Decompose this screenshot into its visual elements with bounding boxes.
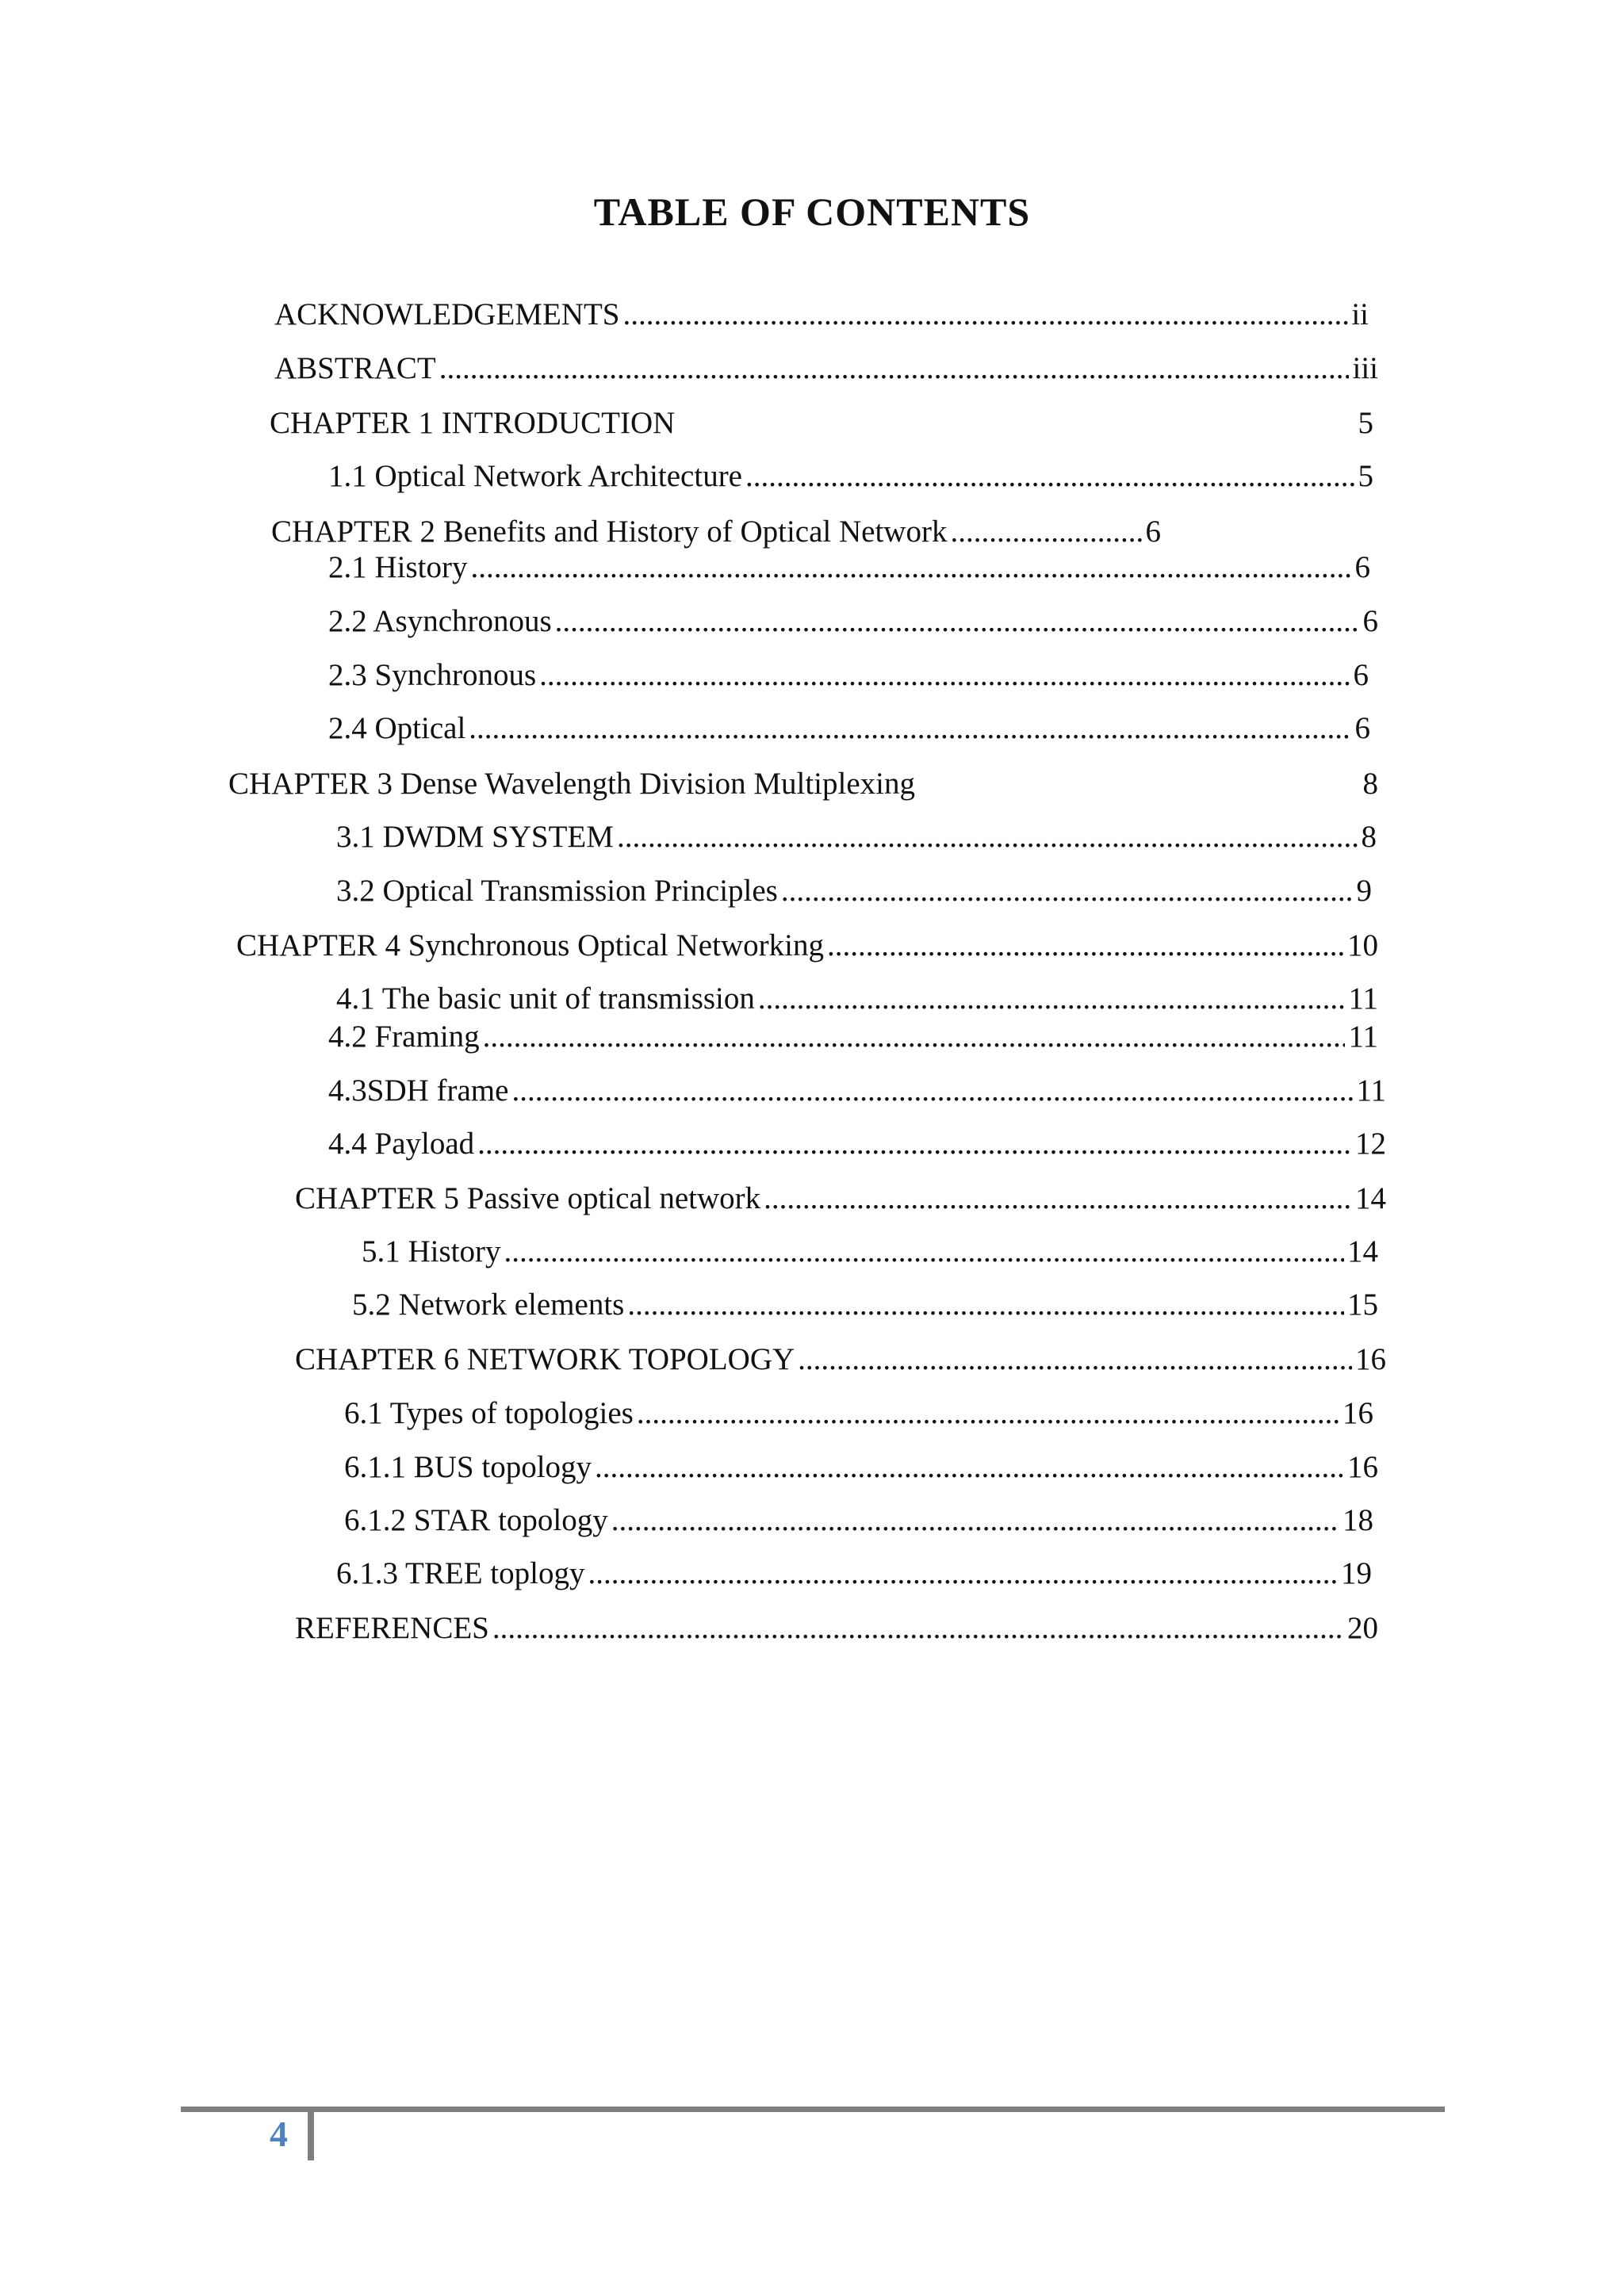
toc-entry — [328, 1125, 1386, 1163]
toc-entry-page: 6 — [1354, 711, 1370, 745]
toc-entry-label: 4.4 Payload — [328, 1127, 475, 1161]
toc-entry-page: 5 — [1358, 459, 1373, 493]
dot-leader — [950, 513, 1142, 551]
toc-entry — [274, 350, 1378, 388]
dot-leader — [471, 549, 1352, 587]
toc-entry-label: CHAPTER 1 INTRODUCTION — [270, 406, 676, 440]
toc-entry — [274, 296, 1369, 334]
dot-leader — [622, 296, 1348, 334]
toc-entry-page: 6 — [1145, 515, 1161, 549]
toc-entry-label: ACKNOWLEDGEMENTS — [274, 297, 620, 331]
toc-entry-page: 14 — [1347, 1234, 1378, 1269]
dot-leader — [798, 1341, 1352, 1379]
footer-rule-tick — [308, 2107, 314, 2160]
toc-entry-page: 12 — [1355, 1127, 1386, 1161]
toc-entry-page: 11 — [1348, 1020, 1378, 1054]
toc-entry-page: 16 — [1342, 1396, 1373, 1430]
toc-entry — [295, 1609, 1378, 1647]
toc-entry-page: 16 — [1347, 1450, 1378, 1484]
toc-entry-label: REFERENCES — [295, 1611, 489, 1645]
toc-entry-page: 8 — [1362, 767, 1378, 801]
dot-leader — [595, 1448, 1344, 1487]
toc-entry — [336, 872, 1372, 910]
toc-entry — [228, 765, 1378, 803]
toc-entry-label: 4.1 The basic unit of transmission — [336, 982, 755, 1016]
toc-entry-label: 2.4 Optical — [328, 711, 466, 745]
dot-leader — [627, 1286, 1344, 1324]
toc-entry-label: 5.2 Network elements — [352, 1288, 625, 1322]
toc-entry — [344, 1395, 1373, 1433]
toc-entry — [336, 980, 1378, 1018]
toc-entry-label: 6.1.1 BUS topology — [344, 1450, 592, 1484]
toc-entry-label: 6.1.2 STAR topology — [344, 1503, 608, 1537]
dot-leader — [745, 457, 1355, 496]
toc-entry-page: 11 — [1348, 982, 1378, 1016]
dot-leader — [764, 1180, 1352, 1218]
dot-leader — [477, 1125, 1352, 1163]
toc-entry-page: ii — [1351, 297, 1369, 331]
page-number: 4 — [270, 2114, 288, 2154]
toc-entry — [336, 818, 1377, 856]
toc-entry-label: 2.3 Synchronous — [328, 658, 537, 692]
toc-entry-label: 6.1.3 TREE toplogy — [336, 1556, 585, 1590]
toc-entry — [328, 710, 1370, 748]
toc-entry — [295, 1180, 1386, 1218]
toc-entry-page: 6 — [1353, 658, 1369, 692]
toc-entry — [295, 1341, 1386, 1379]
page-title: TABLE OF CONTENTS — [593, 189, 1031, 234]
footer-rule — [181, 2107, 1445, 2112]
toc-entry-label: CHAPTER 3 Dense Wavelength Division Multiplexing — [228, 767, 915, 801]
toc-entry — [328, 1018, 1378, 1056]
toc-entry-page: 19 — [1341, 1556, 1372, 1590]
toc-entry-page: 20 — [1347, 1611, 1378, 1645]
toc-entry-page: 9 — [1356, 874, 1372, 908]
dot-leader — [511, 1072, 1353, 1110]
toc-entry — [328, 603, 1378, 641]
dot-leader — [611, 1502, 1339, 1540]
dot-leader — [504, 1233, 1345, 1271]
dot-leader — [637, 1395, 1339, 1433]
dot-leader — [781, 872, 1354, 910]
toc-entry-label: 2.2 Asynchronous — [328, 604, 552, 638]
toc-entry — [270, 404, 1373, 442]
toc-entry-label: CHAPTER 2 Benefits and History of Optical Network — [271, 515, 948, 549]
toc-entry-label: 1.1 Optical Network Architecture — [328, 459, 742, 493]
dot-leader — [439, 350, 1350, 388]
toc-entry — [344, 1502, 1373, 1540]
dot-leader — [588, 1555, 1338, 1593]
toc-entry-label: ABSTRACT — [274, 351, 436, 385]
toc-entry-label: 4.3SDH frame — [328, 1073, 509, 1108]
toc-entry — [328, 1072, 1386, 1110]
dot-leader — [617, 818, 1358, 856]
toc-entry-label: 3.1 DWDM SYSTEM — [336, 820, 614, 854]
toc-entry-page: 8 — [1361, 820, 1377, 854]
dot-leader — [492, 1609, 1344, 1647]
toc-entry-label: 4.2 Framing — [328, 1020, 480, 1054]
toc-entry-page: 10 — [1347, 928, 1378, 962]
toc-entry-page: 6 — [1354, 550, 1370, 584]
toc-entry-page: 5 — [1358, 406, 1373, 440]
toc-entry — [328, 549, 1370, 587]
toc-entry-label: CHAPTER 4 Synchronous Optical Networking — [236, 928, 824, 962]
dot-leader — [483, 1018, 1346, 1056]
toc-entry-page: 6 — [1362, 604, 1378, 638]
toc-entry-page: 11 — [1356, 1073, 1386, 1108]
toc-entry — [344, 1448, 1378, 1487]
dot-leader — [469, 710, 1351, 748]
toc-entry — [328, 656, 1369, 695]
toc-entry-label: 6.1 Types of topologies — [344, 1396, 634, 1430]
toc-entry — [352, 1286, 1378, 1324]
toc-entry — [336, 1555, 1372, 1593]
toc-entry-page: 14 — [1355, 1181, 1386, 1215]
dot-leader — [555, 603, 1360, 641]
toc-entry-label: 3.2 Optical Transmission Principles — [336, 874, 778, 908]
dot-leader — [827, 927, 1344, 965]
toc-entry-label: 2.1 History — [328, 550, 468, 584]
toc-entry-page: 16 — [1355, 1342, 1386, 1376]
dot-leader — [539, 656, 1350, 695]
toc-entry — [236, 927, 1378, 965]
toc-entry — [328, 457, 1373, 496]
dot-leader — [758, 980, 1346, 1018]
toc-entry-label: CHAPTER 5 Passive optical network — [295, 1181, 761, 1215]
toc-entry — [362, 1233, 1378, 1271]
toc-entry-label: 5.1 History — [362, 1234, 501, 1269]
toc-entry-page: 18 — [1342, 1503, 1373, 1537]
toc-entry — [271, 513, 1161, 551]
toc-entry-page: iii — [1352, 351, 1378, 385]
toc-entry-label: CHAPTER 6 NETWORK TOPOLOGY — [295, 1342, 795, 1376]
toc-entry-page: 15 — [1347, 1288, 1378, 1322]
